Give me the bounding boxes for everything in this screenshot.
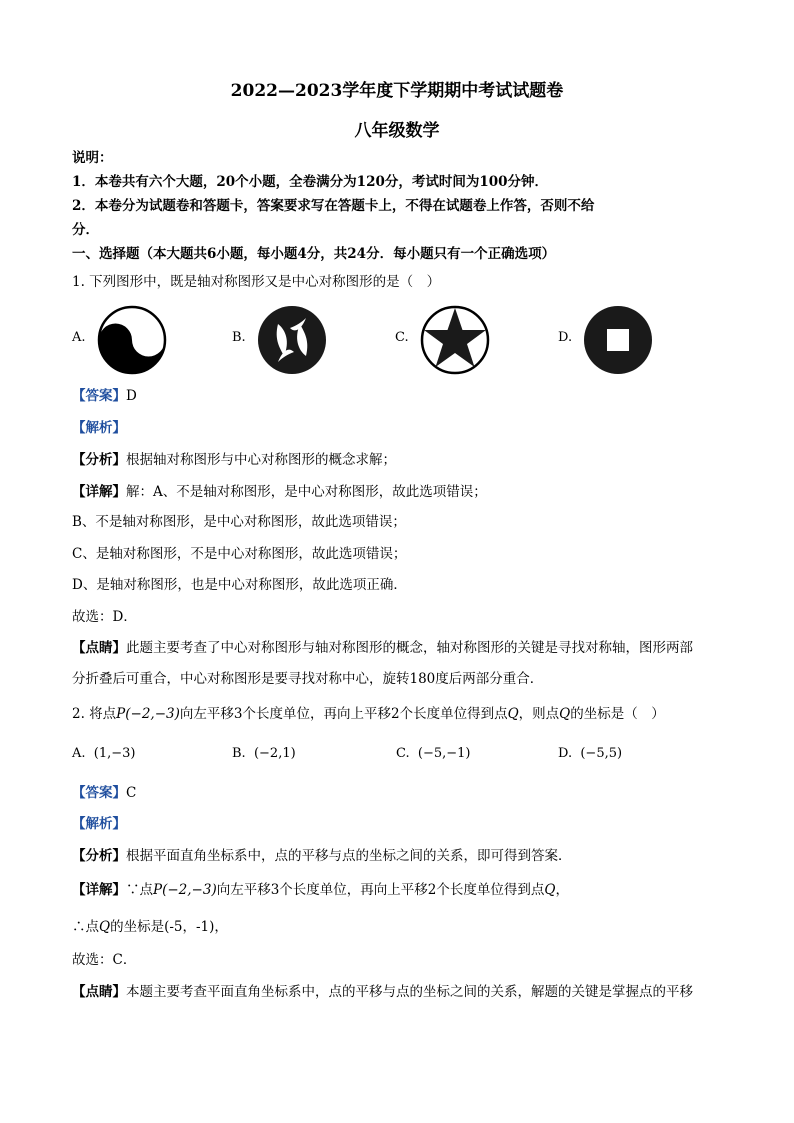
q2-stem-mid2: ，则点 <box>518 706 560 722</box>
q1-dianjing-cont: 分折叠后可重合，中心对称图形是要寻找对称中心，旋转180度后两部分重合． <box>72 671 544 687</box>
q2-option-c <box>396 746 471 761</box>
q1-option-c <box>395 300 505 380</box>
q2-xiangjie-mid: 向左平移3个长度单位，再向上平移2个长度单位得到点 <box>216 882 545 898</box>
q1-fenxi <box>72 450 724 470</box>
q2-stem <box>72 704 724 724</box>
q2-xiangjie-point-p: P(−2,−3) <box>153 882 217 898</box>
q2-xiangjie <box>72 880 724 900</box>
q2-option-a-label: A. <box>72 746 86 761</box>
page-title: 2022—2023学年度下学期期中考试试题卷 <box>230 81 564 101</box>
q2-therefore-end: 的坐标是(-5，-1)， <box>110 919 228 935</box>
star-in-circle-icon <box>419 304 491 376</box>
q1-xiangjie-text: 解：A、不是轴对称图形，是中心对称图形，故此选项错误； <box>126 484 487 500</box>
yin-yang-icon <box>96 304 168 376</box>
q2-option-d <box>558 746 622 761</box>
q2-point-p: P(−2,−3) <box>116 706 180 722</box>
q1-stem: 1. 下列图形中，既是轴对称图形又是中心对称图形的是（ ） <box>72 274 441 290</box>
q2-choose: 故选：C． <box>72 952 137 968</box>
q1-answer <box>72 386 724 406</box>
q1-option-b <box>232 300 342 380</box>
q2-xiangjie-end: ， <box>555 882 569 898</box>
q2-option-c-value: (−5,−1) <box>417 746 471 761</box>
q1-option-a <box>72 300 182 380</box>
q1-choose: 故选：D． <box>72 609 137 625</box>
q2-therefore-point-q: Q <box>99 919 111 935</box>
q1-dianjing-tag: 【点睛】 <box>72 640 126 656</box>
q1-answer-value: D <box>126 388 137 404</box>
q1-options <box>72 300 724 380</box>
q2-option-d-label: D. <box>558 746 573 761</box>
q2-analysis-tag <box>72 814 724 834</box>
q1-dianjing <box>72 638 724 658</box>
q2-dianjing <box>72 982 724 1002</box>
q2-answer-tag: 【答案】 <box>72 785 126 801</box>
q2-xiangjie-prefix: ∵点 <box>126 882 153 898</box>
q1-option-d-label: D. <box>558 330 573 345</box>
q2-option-b <box>232 746 296 761</box>
q2-dianjing-tag: 【点睛】 <box>72 984 126 1000</box>
q2-analysis-label: 【解析】 <box>72 816 126 832</box>
q2-answer <box>72 783 724 803</box>
q2-option-a <box>72 746 136 761</box>
square-in-circle-icon <box>582 304 654 376</box>
instruction-2-cont: 分． <box>72 222 99 238</box>
q2-fenxi-tag: 【分析】 <box>72 848 126 864</box>
q2-therefore <box>72 917 724 937</box>
q1-dianjing-text: 此题主要考查了中心对称图形与轴对称图形的概念，轴对称图形的关键是寻找对称轴，图形两部 <box>126 640 693 656</box>
q2-stem-prefix: 2. 将点 <box>72 706 117 722</box>
q2-xiangjie-tag: 【详解】 <box>72 882 126 898</box>
q2-option-b-value: (−2,1) <box>253 746 296 761</box>
section-heading: 一、选择题（本大题共6小题，每小题4分，共24分．每小题只有一个正确选项） <box>72 246 556 262</box>
q1-xiangjie-tag: 【详解】 <box>72 484 126 500</box>
q1-analysis-label: 【解析】 <box>72 420 126 436</box>
q1-option-a-label: A. <box>72 330 86 345</box>
q2-option-c-label: C. <box>396 746 410 761</box>
q1-line-c: C、是轴对称图形，不是中心对称图形，故此选项错误； <box>72 546 407 562</box>
q1-option-c-label: C. <box>395 330 409 345</box>
q2-option-d-value: (−5,5) <box>580 746 623 761</box>
q1-option-b-label: B. <box>232 330 246 345</box>
q1-fenxi-tag: 【分析】 <box>72 452 126 468</box>
q1-line-b: B、不是轴对称图形，是中心对称图形，故此选项错误； <box>72 514 406 530</box>
q2-xiangjie-point-q: Q <box>544 882 556 898</box>
q1-analysis-tag <box>72 418 724 438</box>
q2-therefore-prefix: ∴点 <box>72 919 99 935</box>
page-subtitle: 八年级数学 <box>354 121 440 141</box>
q2-dianjing-text: 本题主要考查平面直角坐标系中，点的平移与点的坐标之间的关系，解题的关键是掌握点的平移 <box>126 984 693 1000</box>
q1-option-d <box>558 300 668 380</box>
q2-answer-value: C <box>126 785 137 801</box>
swirl-emblem-icon <box>256 304 328 376</box>
q2-option-a-value: (1,−3) <box>93 746 136 761</box>
q2-stem-mid: 向左平移3个长度单位，再向上平移2个长度单位得到点 <box>179 706 508 722</box>
instruction-2: 2．本卷分为试题卷和答题卡，答案要求写在答题卡上，不得在试题卷上作答，否则不给 <box>72 198 595 214</box>
q2-fenxi-text: 根据平面直角坐标系中，点的平移与点的坐标之间的关系，即可得到答案． <box>126 848 572 864</box>
q2-stem-end: 的坐标是（ ） <box>570 706 665 722</box>
q1-fenxi-text: 根据轴对称图形与中心对称图形的概念求解； <box>126 452 396 468</box>
q1-answer-tag: 【答案】 <box>72 388 126 404</box>
instructions-heading: 说明： <box>72 150 113 166</box>
q2-option-b-label: B. <box>232 746 246 761</box>
q2-point-q-2: Q <box>559 706 571 722</box>
q2-fenxi <box>72 846 724 866</box>
q2-point-q: Q <box>507 706 519 722</box>
instruction-1: 1．本卷共有六个大题，20个小题，全卷满分为120分，考试时间为100分钟． <box>72 174 549 190</box>
q1-xiangjie <box>72 482 724 502</box>
q1-line-d: D、是轴对称图形，也是中心对称图形，故此选项正确． <box>72 577 407 593</box>
